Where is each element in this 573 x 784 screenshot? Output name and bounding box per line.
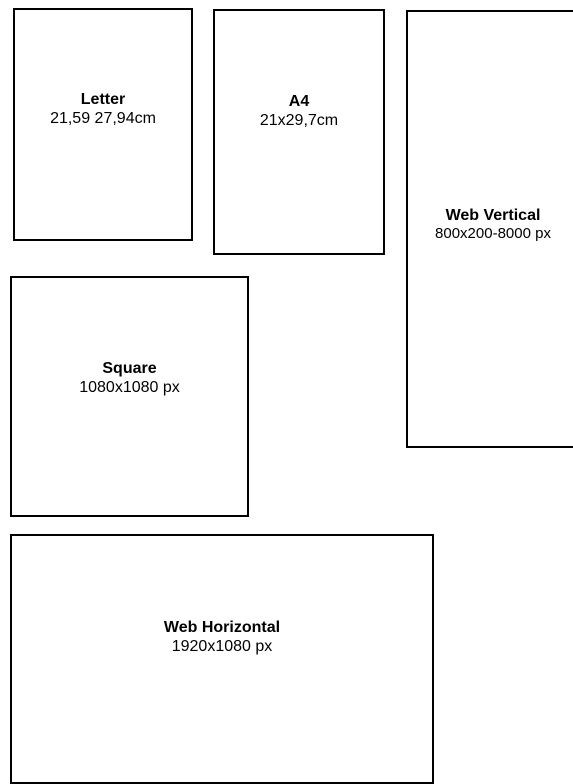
format-name: A4 [288,93,310,110]
format-box-web-horizontal [10,534,434,784]
format-name: Letter [80,91,126,108]
format-caption [215,92,383,130]
format-size: 1920x1080 px [171,638,273,656]
format-caption [12,618,432,656]
format-caption [12,359,247,397]
format-size: 800x200-8000 px [435,225,551,243]
format-box-letter [13,8,193,241]
format-box-a4 [213,9,385,255]
format-size: 1080x1080 px [79,379,180,397]
format-name: Web Vertical [445,207,541,224]
format-caption [15,90,191,128]
format-box-square [10,276,249,517]
format-caption [412,206,573,243]
format-size: 21x29,7cm [259,112,339,130]
format-name: Square [102,360,157,377]
format-box-web-vertical [406,10,573,448]
format-size: 21,59 27,94cm [50,110,156,128]
format-name: Web Horizontal [163,619,281,636]
